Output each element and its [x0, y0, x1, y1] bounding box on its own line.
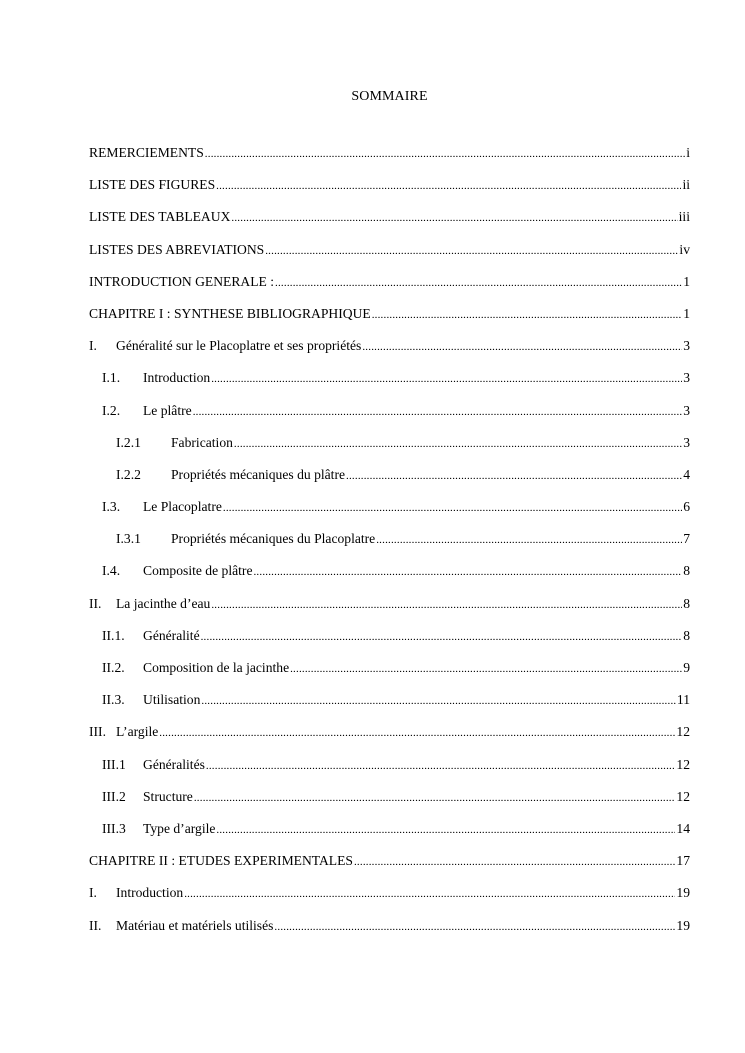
toc-entry-page-number: 6	[683, 499, 690, 515]
toc-entry-number: II.	[89, 595, 102, 611]
dot-leader	[206, 760, 676, 772]
toc-entry[interactable]	[89, 563, 690, 595]
toc-entry-page-number: 8	[683, 627, 690, 643]
toc-entry-label: Type d’argile	[143, 820, 216, 836]
toc-entry-page-number: 19	[676, 885, 690, 901]
dot-leader	[274, 921, 675, 933]
toc-entry-label: REMERCIEMENTS	[89, 145, 204, 160]
dot-leader	[265, 245, 678, 257]
toc-entry-page-number: 1	[683, 273, 690, 289]
toc-entry-number: III.	[89, 724, 106, 740]
toc-entry[interactable]	[89, 628, 690, 660]
dot-leader	[290, 663, 682, 675]
toc-entry-page-number: 3	[683, 402, 690, 418]
toc-entry-label: Généralités	[143, 756, 205, 772]
toc-entry-label: Utilisation	[143, 692, 201, 708]
dot-leader	[253, 566, 682, 578]
dot-leader	[194, 792, 676, 804]
toc-entry-label: L’argile	[116, 724, 159, 740]
dot-leader	[193, 406, 683, 418]
toc-entry-page-number: 8	[683, 595, 690, 611]
dot-leader	[346, 470, 682, 482]
toc-entry-page-number: 12	[676, 756, 690, 772]
toc-entry-page-number: 8	[683, 563, 690, 579]
toc-entry-page-number: 11	[676, 692, 690, 708]
toc-entry-label: Introduction	[116, 885, 184, 901]
toc-entry[interactable]	[89, 596, 690, 628]
dot-leader	[231, 212, 677, 224]
dot-leader	[223, 502, 682, 514]
toc-entry[interactable]	[89, 306, 690, 338]
page-title: SOMMAIRE	[351, 89, 428, 104]
dot-leader	[184, 888, 675, 900]
toc-entry-label: Structure	[143, 788, 193, 804]
toc-entry-page-number: i	[686, 145, 690, 160]
toc-entry-page-number: iii	[678, 209, 690, 225]
toc-entry-page-number: 7	[683, 531, 690, 547]
toc-entry-label: Introduction	[143, 370, 211, 386]
toc-entry-label: Généralité sur le Placoplatre et ses propriétés	[116, 338, 362, 354]
toc-entry-number: II.	[89, 917, 102, 933]
dot-leader	[201, 631, 683, 643]
toc-entry-label: LISTE DES TABLEAUX	[89, 209, 231, 225]
toc-entry[interactable]	[89, 435, 690, 467]
dot-leader	[376, 534, 682, 546]
toc-entry-number: I.2.	[102, 402, 121, 418]
toc-entry[interactable]	[89, 177, 690, 209]
toc-entry[interactable]	[89, 274, 690, 306]
dot-leader	[216, 824, 675, 836]
toc-entry-page-number: 12	[676, 724, 690, 740]
toc-entry-label: La jacinthe d’eau	[116, 595, 211, 611]
toc-entry[interactable]	[89, 757, 690, 789]
toc-entry-page-number: 3	[683, 338, 690, 354]
toc-entry-page-number: 17	[676, 853, 690, 869]
dot-leader	[211, 373, 682, 385]
toc-entry[interactable]	[89, 209, 690, 241]
toc-entry-label: CHAPITRE I : SYNTHESE BIBLIOGRAPHIQUE	[89, 305, 371, 321]
toc-entry[interactable]	[89, 918, 690, 950]
toc-entry-page-number: 3	[683, 370, 690, 386]
toc-entry[interactable]	[89, 660, 690, 692]
toc-entry-label: Propriétés mécaniques du plâtre	[171, 466, 346, 482]
toc-entry-page-number: 19	[676, 917, 690, 933]
toc-entry-page-number: 9	[683, 660, 690, 675]
toc-entry-page-number: 4	[683, 466, 690, 482]
toc-entry-label: Le Placoplatre	[143, 499, 222, 515]
toc-entry-label: Composite de plâtre	[143, 563, 253, 579]
toc-entry[interactable]	[89, 242, 690, 274]
toc-entry[interactable]	[89, 789, 690, 821]
toc-entry[interactable]	[89, 403, 690, 435]
toc-entry[interactable]	[89, 145, 690, 177]
toc-entry-number: I.1.	[102, 370, 121, 386]
toc-entry[interactable]	[89, 370, 690, 402]
dot-leader	[234, 438, 682, 450]
toc-entry[interactable]	[89, 853, 690, 885]
toc-entry-number: I.2.2	[116, 466, 141, 482]
toc-entry-label: Propriétés mécaniques du Placoplatre	[171, 531, 376, 547]
toc-entry[interactable]	[89, 338, 690, 370]
toc-entry-page-number: 3	[683, 434, 690, 450]
dot-leader	[216, 180, 681, 192]
dot-leader	[362, 341, 682, 353]
toc-entry-number: II.3.	[102, 692, 125, 708]
toc-entry-number: II.1.	[102, 627, 125, 643]
toc-entry-label: LISTE DES FIGURES	[89, 177, 216, 193]
toc-entry-page-number: ii	[682, 177, 690, 193]
dot-leader	[211, 599, 682, 611]
toc-entry-label: Matériau et matériels utilisés	[116, 917, 274, 933]
toc-entry[interactable]	[89, 724, 690, 756]
dot-leader	[159, 727, 675, 739]
toc-entry-label: Le plâtre	[143, 402, 192, 418]
toc-entry-number: I.4.	[102, 563, 121, 579]
toc-entry-label: LISTES DES ABREVIATIONS	[89, 241, 265, 257]
toc-entry-number: II.2.	[102, 660, 125, 675]
toc-entry-number: III.2	[102, 788, 126, 804]
toc-entry-number: I.3.	[102, 499, 121, 515]
dot-leader	[354, 856, 675, 868]
toc-entry[interactable]	[89, 885, 690, 917]
toc-entry-number: I.	[89, 885, 97, 901]
dot-leader	[372, 309, 683, 321]
toc-entry-number: III.3	[102, 820, 126, 836]
toc-entry-page-number: 12	[676, 788, 690, 804]
table-of-contents	[89, 145, 690, 950]
toc-entry[interactable]	[89, 499, 690, 531]
toc-entry-number: I.	[89, 338, 97, 354]
toc-entry[interactable]	[89, 467, 690, 499]
toc-entry[interactable]	[89, 692, 690, 724]
toc-entry-number: I.3.1	[116, 531, 141, 547]
toc-entry-label: INTRODUCTION GENERALE :	[89, 273, 275, 289]
toc-entry-label: CHAPITRE II : ETUDES EXPERIMENTALES	[89, 853, 353, 869]
toc-entry[interactable]	[89, 531, 690, 563]
toc-entry-label: Généralité	[143, 627, 200, 643]
dot-leader	[205, 148, 685, 160]
toc-entry-label: Fabrication	[171, 434, 233, 450]
toc-entry-page-number: 1	[683, 305, 690, 321]
dot-leader	[275, 277, 682, 289]
toc-entry-label: Composition de la jacinthe	[143, 660, 290, 675]
toc-entry-page-number: 14	[676, 820, 690, 836]
toc-entry-page-number: iv	[679, 241, 690, 257]
toc-entry-number: III.1	[102, 756, 126, 772]
dot-leader	[201, 695, 676, 707]
toc-entry[interactable]	[89, 821, 690, 853]
toc-entry-number: I.2.1	[116, 434, 141, 450]
